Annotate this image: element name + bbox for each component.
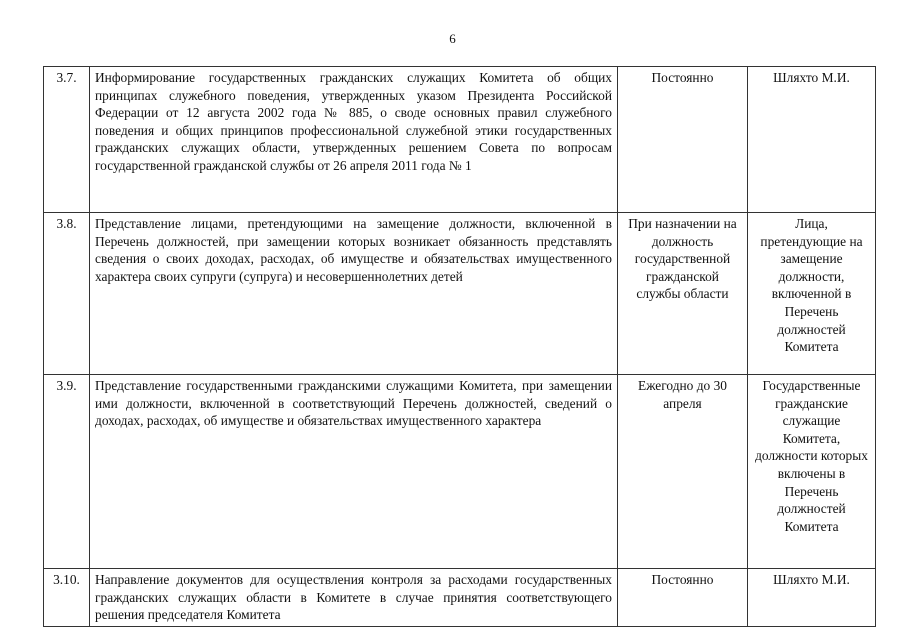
page-number: 6	[449, 31, 456, 46]
measure-responsible: Государственные гражданские служащие Комитета, должности которых включены в Перечень должностей Комитета	[748, 375, 876, 569]
measure-description: Направление документов для осуществления контроля за расходами государственных гражданских служащих области в Комитете в случае принятия соответствующего решения председателя Комитета	[90, 569, 618, 627]
measure-responsible: Шляхто М.И.	[748, 569, 876, 627]
row-number: 3.10.	[44, 569, 90, 627]
row-number: 3.8.	[44, 213, 90, 375]
table-row	[44, 375, 876, 569]
row-number: 3.9.	[44, 375, 90, 569]
measure-responsible: Шляхто М.И.	[748, 67, 876, 213]
measure-term: Постоянно	[618, 569, 748, 627]
measure-term: Постоянно	[618, 67, 748, 213]
table-row	[44, 569, 876, 627]
measure-responsible: Лица, претендующие на замещение должности, включенной в Перечень должностей Комитета	[748, 213, 876, 375]
measure-description: Информирование государственных гражданских служащих Комитета об общих принципах служебного поведения, утвержденных указом Президента Российской Федерации от 12 августа 2002 года № 885, о своде основных правил служебного поведения и общих принципов профессиональной служебной этики государственных гражданских служащих области, утвержденных решением Совета по вопросам государственной гражданской службы от 26 апреля 2011 года № 1	[90, 67, 618, 213]
measure-description: Представление государственными гражданскими служащими Комитета, при замещении ими должности, включенной в соответствующий Перечень должностей, сведений о доходах, расходах, об имуществе и обязательствах имущественного характера	[90, 375, 618, 569]
measure-term: Ежегодно до 30 апреля	[618, 375, 748, 569]
measure-term: При назначении на должность государственной гражданской службы области	[618, 213, 748, 375]
measure-description: Представление лицами, претендующими на замещение должности, включенной в Перечень должностей, при замещении которых возникает обязанность представлять сведения о своих доходах, расходах, об имуществе и обязательствах имущественного характера своих супруги (супруга) и несовершеннолетних детей	[90, 213, 618, 375]
measures-table	[43, 66, 876, 627]
row-number: 3.7.	[44, 67, 90, 213]
table-row	[44, 67, 876, 213]
table-row	[44, 213, 876, 375]
